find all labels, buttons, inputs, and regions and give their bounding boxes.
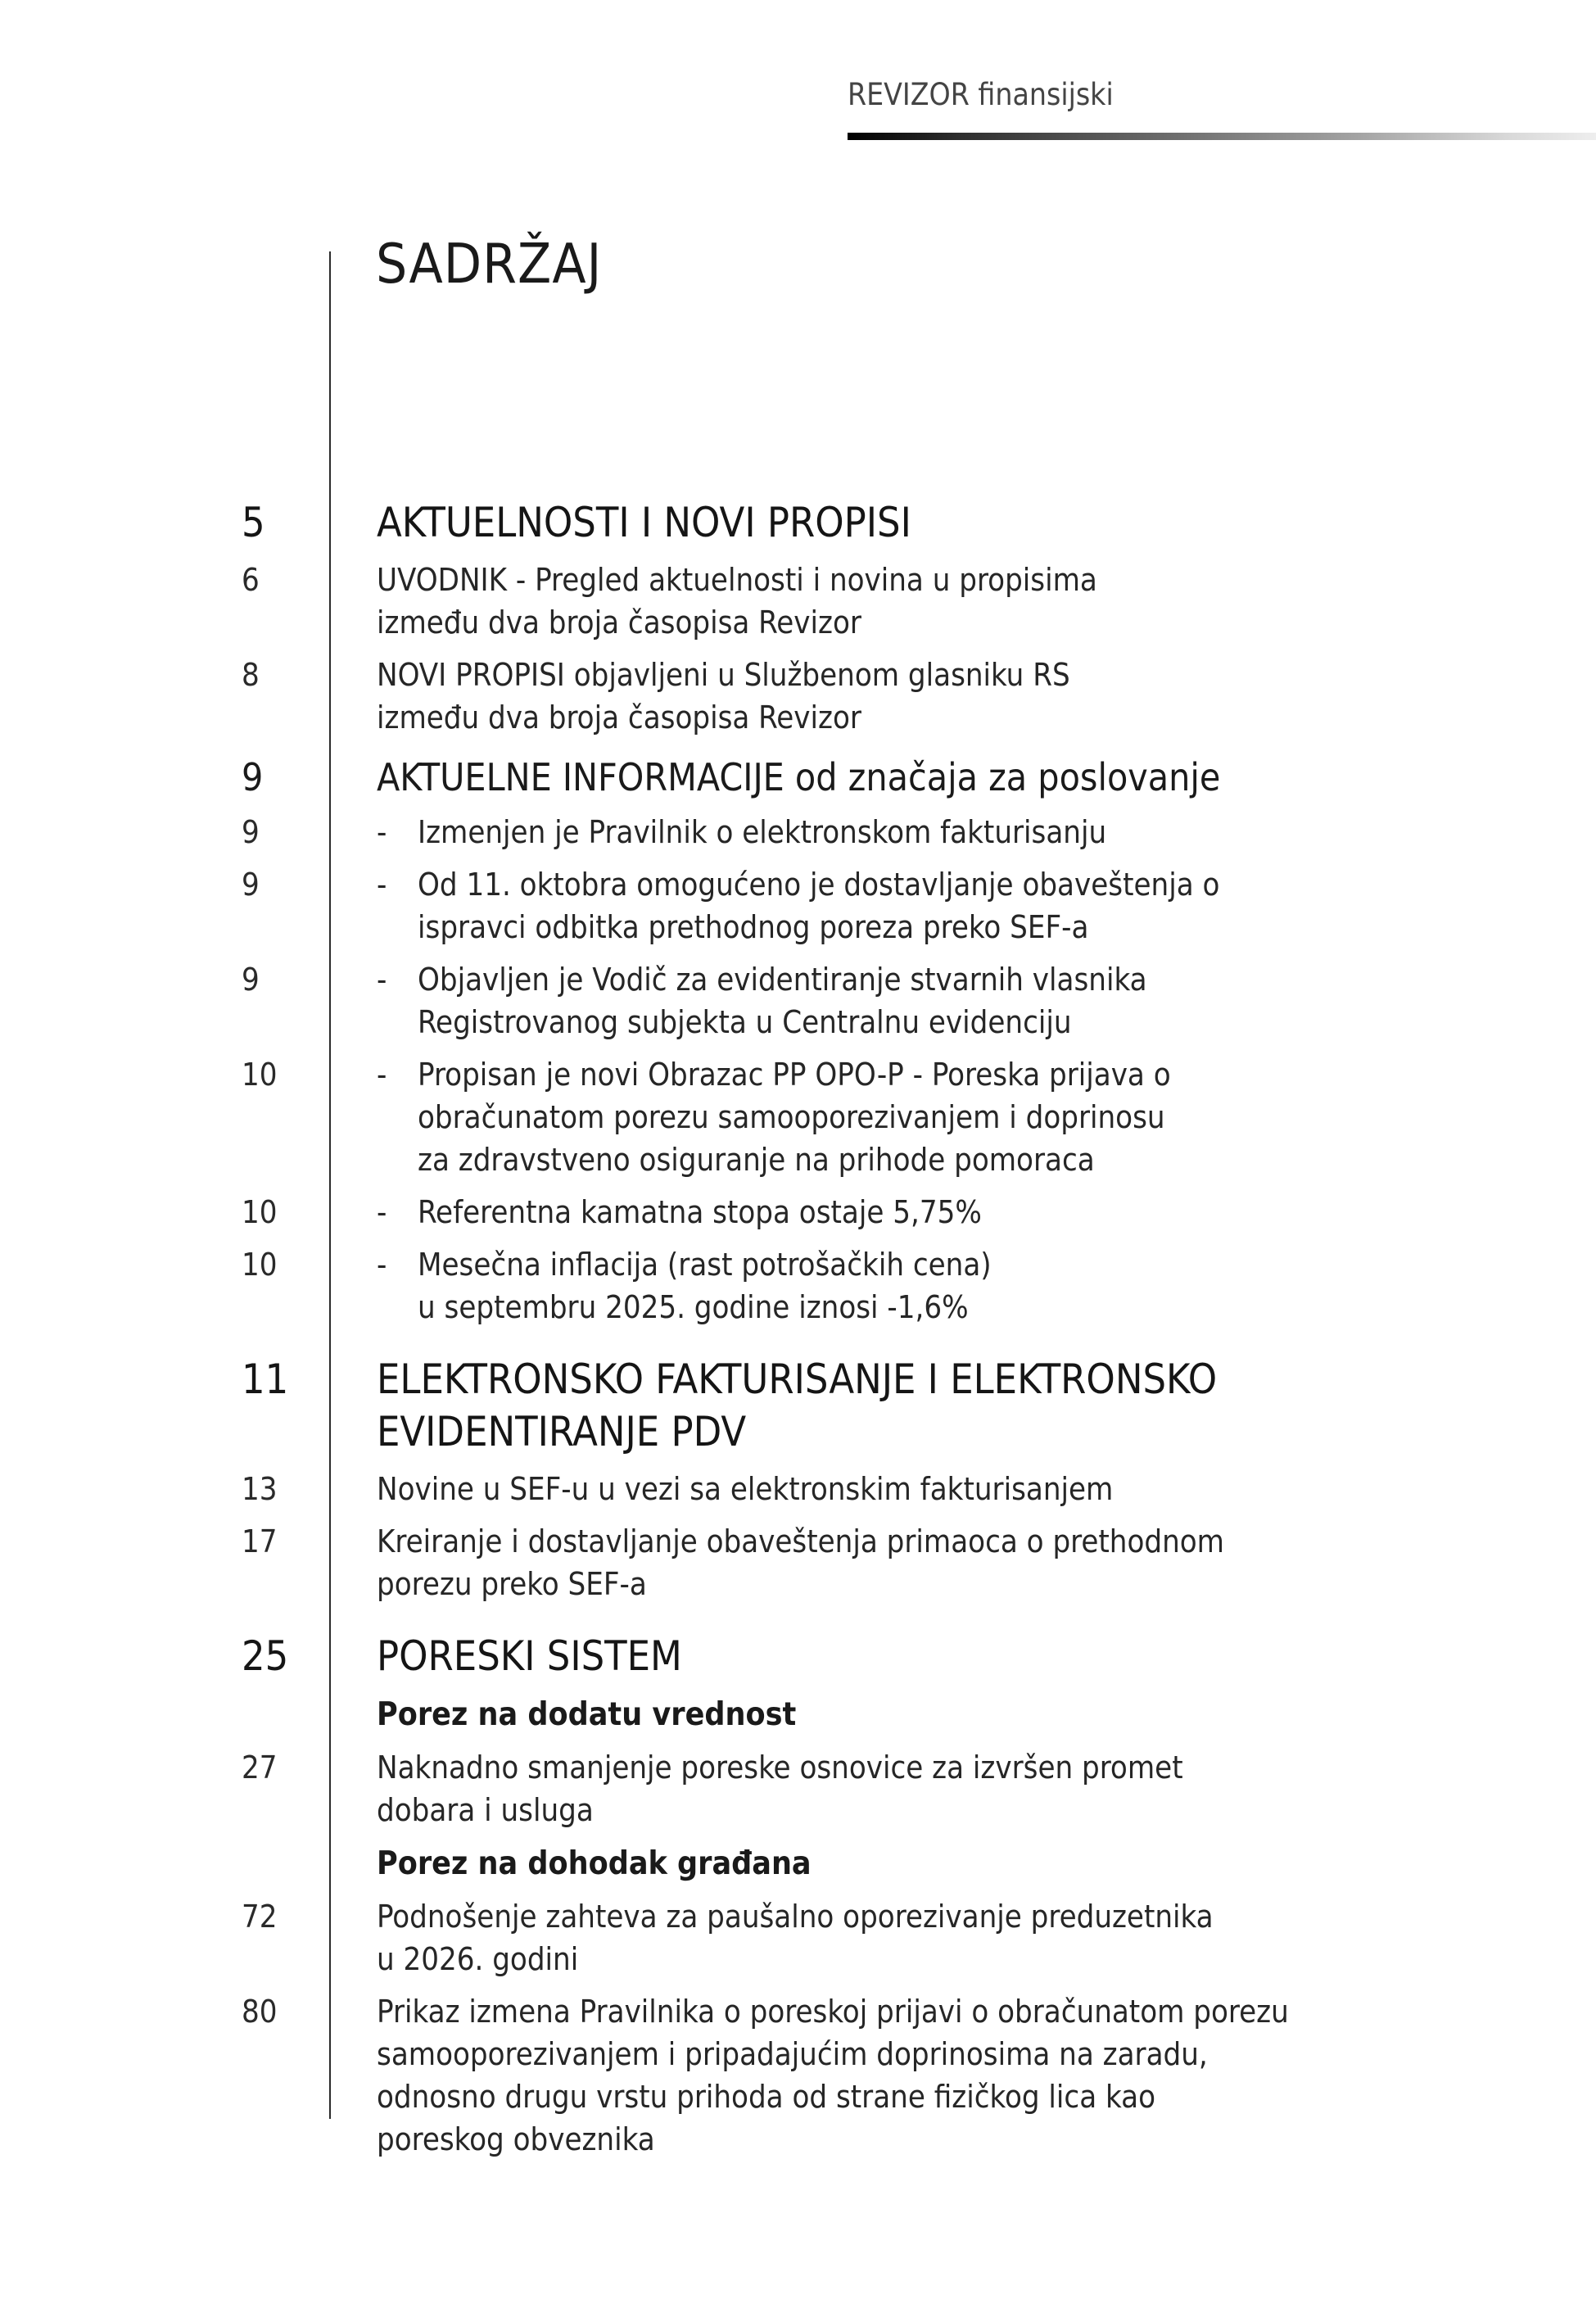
toc-text-line: Prikaz izmena Pravilnika o poreskoj prijavi o obračunatom porezu [377,1994,1289,2030]
toc-page-number: 6 [242,562,260,598]
toc-entry-title [377,1895,1596,1980]
toc-text-line: Kreiranje i dostavljanje obaveštenja primaoca o prethodnom [377,1523,1224,1559]
toc-subheading-row [0,1694,1596,1736]
toc-text-line: za zdravstveno osiguranje na prihode pomoraca [418,1142,1095,1178]
toc-page-number: 13 [242,1471,278,1507]
toc-page-number: 10 [242,1194,278,1230]
toc-page-number: 80 [242,1994,278,2030]
toc-entry-title [377,559,1596,644]
toc-text-line: ispravci odbitka prethodnog poreza preko SEF-a [418,909,1089,945]
toc-page-number: 17 [242,1523,278,1559]
toc-dash-entry-row [0,958,1596,1043]
magazine-title: REVIZOR finansijski [848,77,1114,112]
toc-page-number: 25 [242,1632,289,1680]
toc-text-line: odnosno drugu vrstu prihoda od strane fizičkog lica kao [377,2079,1156,2115]
toc-page-number: 9 [242,867,260,903]
toc-text-line: Referentna kamatna stopa ostaje 5,75% [418,1194,982,1230]
toc-text-line: samooporezivanjem i pripadajućim doprinosima na zaradu, [377,2036,1208,2072]
toc-text-line: Porez na dodatu vrednost [377,1696,797,1733]
toc-text-line: Porez na dohodak građana [377,1845,812,1882]
toc-page-number: 10 [242,1057,278,1093]
toc-dash-entry-row [0,1053,1596,1181]
toc-section-row [0,496,1596,549]
toc-entry-title [377,863,1596,948]
toc-entry-title [377,958,1596,1043]
toc-text-line: u 2026. godini [377,1941,579,1977]
toc-text-line: obračunatom porezu samooporezivanjem i doprinosu [418,1099,1165,1135]
toc-entry-row [0,1520,1596,1605]
toc-section-row [0,1353,1596,1458]
toc-dash-entry-row [0,1243,1596,1328]
toc-text-line: dobara i usluga [377,1792,594,1828]
toc-entry-title [377,1746,1596,1831]
toc-text-line: Objavljen je Vodič za evidentiranje stvarnih vlasnika [418,962,1147,998]
toc-entry-row [0,1990,1596,2161]
toc-page-number: 27 [242,1749,278,1786]
toc-entry-title [377,654,1596,739]
dash-bullet: - [377,1247,387,1283]
toc-text-line: porezu preko SEF-a [377,1566,647,1602]
toc-entry-title [377,1990,1596,2161]
toc-entry-title [377,811,1596,853]
toc-text-line: poreskog obveznika [377,2121,655,2157]
toc-dash-entry-row [0,811,1596,853]
toc-entry-title [377,1053,1596,1181]
toc-text-line: AKTUELNOSTI I NOVI PROPISI [377,499,911,546]
toc-text-line: između dva broja časopisa Revizor [377,699,861,736]
toc-text-line: ELEKTRONSKO FAKTURISANJE I ELEKTRONSKO [377,1356,1218,1403]
toc-text-line: Novine u SEF-u u vezi sa elektronskim fakturisanjem [377,1471,1114,1507]
toc-page-number: 10 [242,1247,278,1283]
dash-bullet: - [377,814,387,850]
toc-section-title [377,754,1596,801]
toc-text-line: Propisan je novi Obrazac PP OPO-P - Poreska prijava o [418,1057,1171,1093]
toc-entry-row [0,654,1596,739]
dash-bullet: - [377,1194,387,1230]
dash-bullet: - [377,867,387,903]
toc-page-number: 8 [242,657,260,693]
header-gradient-rule [848,133,1596,140]
toc-text-line: Mesečna inflacija (rast potrošačkih cena) [418,1247,992,1283]
toc-entry-text [418,1191,982,1233]
toc-text-line: u septembru 2025. godine iznosi -1,6% [418,1289,969,1325]
toc-text-line: PORESKI SISTEM [377,1632,682,1680]
toc-section-row [0,1630,1596,1682]
toc-text-line: Podnošenje zahteva za paušalno oporezivanje preduzetnika [377,1899,1214,1935]
toc-text-line: NOVI PROPISI objavljeni u Službenom glasniku RS [377,657,1070,693]
toc-entry-title [377,1191,1596,1233]
toc-entry-text [418,1053,1171,1181]
toc-entry-row [0,1468,1596,1510]
toc-entry-title [377,1468,1596,1510]
dash-bullet: - [377,1057,387,1093]
toc-dash-entry-row [0,863,1596,948]
toc-page-number: 11 [242,1356,289,1403]
page-title: SADRŽAJ [376,232,603,296]
toc-text-line: EVIDENTIRANJE PDV [377,1408,747,1455]
toc-entry-text [418,1243,992,1328]
toc-page-number: 5 [242,499,265,546]
toc-subheading-title [377,1694,1596,1736]
dash-bullet: - [377,962,387,998]
toc-entry-title [377,1243,1596,1328]
toc-text-line: Od 11. oktobra omogućeno je dostavljanje obaveštenja o [418,867,1220,903]
toc-dash-entry-row [0,1191,1596,1233]
toc-section-title [377,1630,1596,1682]
toc-entry-title [377,1520,1596,1605]
toc-section-row [0,754,1596,801]
toc-entry-text [418,811,1106,853]
toc-text-line: Izmenjen je Pravilnik o elektronskom fakturisanju [418,814,1107,850]
toc-text-line: između dva broja časopisa Revizor [377,604,861,640]
toc-section-title [377,1353,1596,1458]
toc-page-number: 9 [242,755,264,799]
toc-entry-row [0,1895,1596,1980]
toc-text-line: Naknadno smanjenje poreske osnovice za izvršen promet [377,1749,1183,1786]
toc-page-number: 9 [242,962,260,998]
toc-entry-text [418,863,1219,948]
toc-entry-row [0,559,1596,644]
table-of-contents [0,472,1596,2161]
toc-subheading-title [377,1843,1596,1885]
toc-text-line: Registrovanog subjekta u Centralnu evidenciju [418,1004,1072,1040]
toc-entry-row [0,1746,1596,1831]
toc-text-line: AKTUELNE INFORMACIJE od značaja za poslovanje [377,755,1221,799]
toc-entry-text [418,958,1147,1043]
toc-text-line: UVODNIK - Pregled aktuelnosti i novina u propisima [377,562,1097,598]
toc-page-number: 72 [242,1899,278,1935]
toc-subheading-row [0,1843,1596,1885]
toc-page-number: 9 [242,814,260,850]
toc-section-title [377,496,1596,549]
